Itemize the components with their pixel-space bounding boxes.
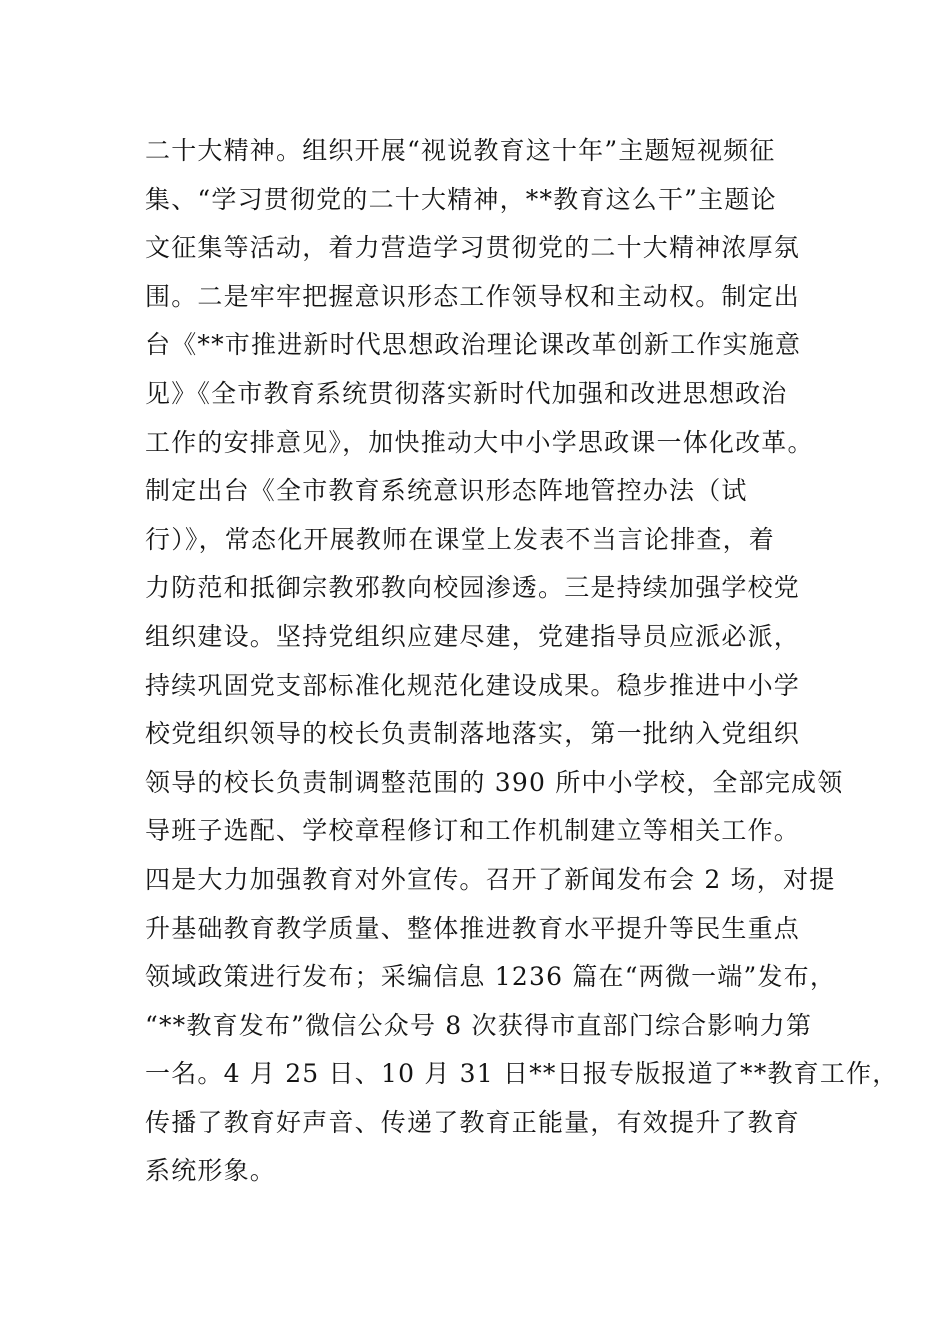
text-line: 行）》，常态化开展教师在课堂上发表不当言论排查，着	[145, 524, 776, 554]
body-paragraph	[145, 127, 899, 1196]
text-line: 文征集等活动，着力营造学习贯彻党的二十大精神浓厚氛	[145, 233, 801, 263]
text-line: 台《**市推进新时代思想政治理论课改革创新工作实施意	[145, 330, 802, 360]
text-line: 校党组织领导的校长负责制落地落实，第一批纳入党组织	[145, 719, 801, 749]
text-line: 升基础教育教学质量、整体推进教育水平提升等民生重点	[145, 913, 801, 943]
text-line: 领域政策进行发布；采编信息 1236 篇在“两微一端”发布，	[145, 962, 837, 992]
text-line: 导班子选配、学校章程修订和工作机制建立等相关工作。	[145, 816, 801, 846]
text-line: 二十大精神。组织开展“视说教育这十年”主题短视频征	[145, 136, 776, 165]
text-line: 领导的校长负责制调整范围的 390 所中小学校，全部完成领	[145, 767, 844, 797]
text-line: 见》《全市教育系统贯彻落实新时代加强和改进思想政治	[145, 378, 788, 408]
text-line: 一名。4 月 25 日、10 月 31 日**日报专版报道了**教育工作，	[145, 1059, 899, 1089]
text-line: “**教育发布”微信公众号 8 次获得市直部门综合影响力第	[145, 1010, 813, 1040]
text-line: 传播了教育好声音、传递了教育正能量，有效提升了教育	[145, 1107, 801, 1137]
text-line: 持续巩固党支部标准化规范化建设成果。稳步推进中小学	[145, 670, 801, 700]
text-line: 集、“学习贯彻党的二十大精神，**教育这么干”主题论	[145, 184, 777, 214]
text-line: 组织建设。坚持党组织应建尽建，党建指导员应派必派，	[145, 621, 801, 651]
text-line: 力防范和抵御宗教邪教向校园渗透。三是持续加强学校党	[145, 573, 801, 603]
text-line: 制定出台《全市教育系统意识形态阵地管控办法（试	[145, 476, 748, 506]
text-line: 系统形象。	[145, 1156, 277, 1186]
text-line: 围。二是牢牢把握意识形态工作领导权和主动权。制定出	[145, 281, 801, 311]
text-line: 四是大力加强教育对外宣传。召开了新闻发布会 2 场，对提	[145, 864, 836, 894]
text-line: 工作的安排意见》，加快推动大中小学思政课一体化改革。	[145, 427, 814, 457]
